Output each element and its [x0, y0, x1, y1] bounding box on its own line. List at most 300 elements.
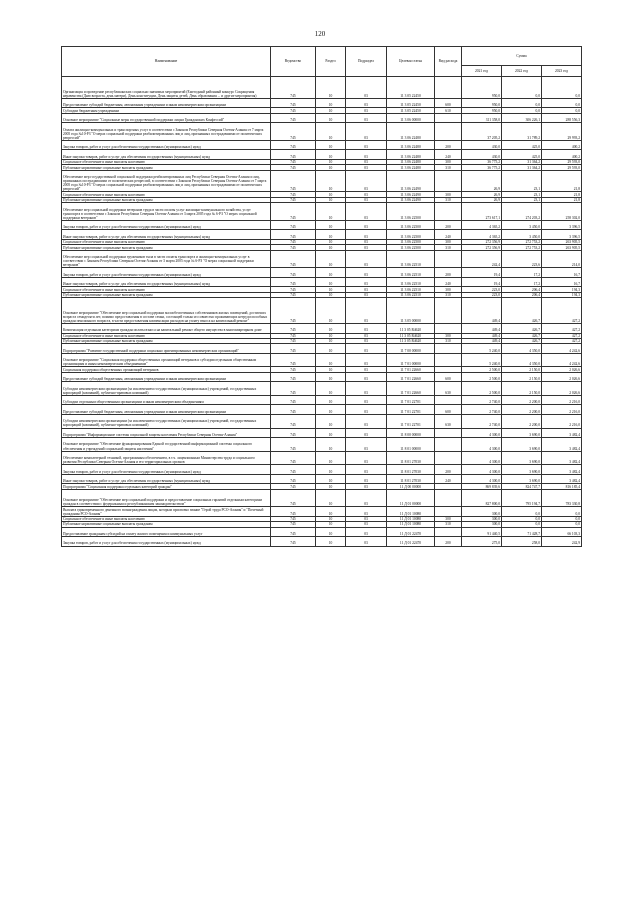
row-target-article-cell: 11 3 05 22450: [387, 108, 435, 113]
row-name-cell: Публичные нормативные социальные выплаты гражданам: [62, 165, 271, 170]
row-department-cell: 745: [271, 203, 316, 221]
table-row: [62, 203, 582, 221]
row-subsection-cell: 03: [346, 338, 387, 343]
row-target-article-cell: 11 Д 01 10080: [387, 507, 435, 517]
table-row: [62, 451, 582, 465]
row-name-cell: Субсидии некоммерческим организациям (за исключением государственных (муниципальных) учреждений, государственных корпораций (компаний), публично-правовых компаний): [62, 382, 271, 396]
row-sum-2021-cell: 300,0: [462, 516, 502, 521]
row-name-cell: Подпрограмма "Развитие государственной поддержки социально ориентированных некоммерческих организаций": [62, 344, 271, 354]
row-sum-2023-cell: 29 593,0: [542, 165, 582, 170]
row-sum-2022-cell: 426,7: [502, 298, 542, 324]
row-target-article-cell: 11 Д 00 00000: [387, 484, 435, 489]
row-sum-2022-cell: 0,0: [502, 98, 542, 108]
table-row: [62, 438, 582, 452]
row-expense-type-cell: [435, 451, 462, 465]
row-subsection-cell: 03: [346, 507, 387, 517]
row-subsection-cell: 03: [346, 522, 387, 527]
table-row: [62, 98, 582, 108]
row-name-cell: Социальное обеспечение и иные выплаты населению: [62, 287, 271, 292]
row-sum-2021-cell: 950,0: [462, 108, 502, 113]
row-subsection-cell: 03: [346, 203, 387, 221]
row-expense-type-cell: 600: [435, 98, 462, 108]
row-sum-2021-cell: 272 356,9: [462, 245, 502, 250]
row-section-cell: 10: [316, 123, 346, 141]
row-department-cell: 745: [271, 239, 316, 244]
row-subsection-cell: 03: [346, 245, 387, 250]
row-sum-2023-cell: 242,9: [542, 537, 582, 547]
row-sum-2021-cell: 275,0: [462, 537, 502, 547]
header-department: Ведомство: [271, 47, 316, 77]
table-row: [62, 123, 582, 141]
row-name-cell: Закупка товаров, работ и услуг для обеспечения государственных (муниципальных) нужд: [62, 268, 271, 278]
row-subsection-cell: 03: [346, 353, 387, 367]
row-sum-2021-cell: 2 740,0: [462, 395, 502, 405]
row-department-cell: 745: [271, 250, 316, 268]
row-sum-2021-cell: 430,0: [462, 150, 502, 160]
row-department-cell: 745: [271, 123, 316, 141]
row-name-cell: Закупка товаров, работ и услуг для обеспечения государственных (муниципальных) нужд: [62, 465, 271, 475]
row-department-cell: 745: [271, 382, 316, 396]
header-year-2022: 2022 год: [502, 66, 542, 77]
row-subsection-cell: 03: [346, 465, 387, 475]
row-target-article-cell: 11 3 06 22510: [387, 250, 435, 268]
row-expense-type-cell: 240: [435, 150, 462, 160]
row-subsection-cell: 03: [346, 516, 387, 521]
row-department-cell: 745: [271, 527, 316, 537]
row-sum-2022-cell: 272 753,2: [502, 239, 542, 244]
row-section-cell: 10: [316, 353, 346, 367]
row-department-cell: 745: [271, 405, 316, 415]
row-sum-2021-cell: 950,0: [462, 77, 502, 99]
row-section-cell: 10: [316, 113, 346, 123]
row-name-cell: Публичные нормативные социальные выплаты гражданам: [62, 197, 271, 202]
row-target-article-cell: 11 3 06 22490: [387, 170, 435, 192]
row-name-cell: Основное мероприятие "Обеспечение мер социальной поддержки и предоставление социальных гарантий отдельным категориям граждан в соответствии с федеральным и республиканским законодательством": [62, 489, 271, 507]
row-name-cell: Основное мероприятие "Обеспечение функционирования Единой государственной информационной системы социального обеспечения и учреждений социальной защиты населения": [62, 438, 271, 452]
row-subsection-cell: 03: [346, 372, 387, 382]
row-sum-2022-cell: 3 690,0: [502, 438, 542, 452]
row-target-article-cell: 11 3 06 22490: [387, 192, 435, 197]
row-target-article-cell: 11 3 06 22500: [387, 220, 435, 230]
row-sum-2023-cell: 4 242,6: [542, 353, 582, 367]
header-expense-type: Вид расхода: [435, 47, 462, 77]
row-subsection-cell: 03: [346, 324, 387, 334]
row-section-cell: 10: [316, 324, 346, 334]
row-subsection-cell: 03: [346, 344, 387, 354]
row-sum-2022-cell: 274 203,2: [502, 203, 542, 221]
row-target-article-cell: 11 Д 01 10080: [387, 522, 435, 527]
row-expense-type-cell: [435, 438, 462, 452]
row-section-cell: 10: [316, 287, 346, 292]
row-target-article-cell: 11 8 01 27030: [387, 451, 435, 465]
row-sum-2023-cell: 66 103,3: [542, 527, 582, 537]
row-sum-2023-cell: 29 593,0: [542, 159, 582, 164]
row-sum-2021-cell: 4 300,0: [462, 451, 502, 465]
row-target-article-cell: 11 3 05 R4620: [387, 324, 435, 334]
row-sum-2023-cell: 427,2: [542, 298, 582, 324]
row-section-cell: 10: [316, 405, 346, 415]
row-subsection-cell: 03: [346, 277, 387, 287]
row-department-cell: 745: [271, 395, 316, 405]
table-row: [62, 428, 582, 438]
row-section-cell: 10: [316, 298, 346, 324]
row-sum-2022-cell: 3 690,0: [502, 428, 542, 438]
row-sum-2022-cell: 31 364,2: [502, 159, 542, 164]
row-sum-2022-cell: 71 428,7: [502, 527, 542, 537]
row-section-cell: 10: [316, 197, 346, 202]
row-sum-2021-cell: 4 300,0: [462, 474, 502, 484]
row-target-article-cell: 11 7 01 22660: [387, 382, 435, 396]
row-expense-type-cell: [435, 353, 462, 367]
row-department-cell: 745: [271, 287, 316, 292]
row-sum-2023-cell: 2 026,6: [542, 382, 582, 396]
row-section-cell: 10: [316, 516, 346, 521]
row-sum-2023-cell: 214,0: [542, 250, 582, 268]
row-expense-type-cell: 600: [435, 405, 462, 415]
row-expense-type-cell: 630: [435, 414, 462, 428]
row-section-cell: 10: [316, 108, 346, 113]
row-sum-2021-cell: 2 500,0: [462, 372, 502, 382]
header-year-2021: 2021 год: [462, 66, 502, 77]
row-sum-2021-cell: 311 358,0: [462, 113, 502, 123]
table-row: [62, 220, 582, 230]
table-row: [62, 170, 582, 192]
row-department-cell: 745: [271, 324, 316, 334]
row-sum-2022-cell: 0,0: [502, 516, 542, 521]
row-sum-2021-cell: 223,0: [462, 287, 502, 292]
table-row: [62, 372, 582, 382]
table-row: [62, 344, 582, 354]
row-subsection-cell: 03: [346, 414, 387, 428]
row-section-cell: 10: [316, 484, 346, 489]
row-subsection-cell: 03: [346, 159, 387, 164]
row-section-cell: 10: [316, 268, 346, 278]
row-sum-2023-cell: 0,0: [542, 507, 582, 517]
row-sum-2021-cell: 36 775,2: [462, 159, 502, 164]
table-row: [62, 324, 582, 334]
row-sum-2023-cell: 3 482,4: [542, 438, 582, 452]
row-department-cell: 745: [271, 438, 316, 452]
row-subsection-cell: 03: [346, 170, 387, 192]
row-sum-2023-cell: 0,0: [542, 522, 582, 527]
row-subsection-cell: 03: [346, 287, 387, 292]
row-target-article-cell: 11 7 01 22701: [387, 405, 435, 415]
row-sum-2022-cell: 306 226,1: [502, 113, 542, 123]
row-section-cell: 10: [316, 292, 346, 297]
row-expense-type-cell: 310: [435, 245, 462, 250]
row-expense-type-cell: [435, 395, 462, 405]
table-row: [62, 395, 582, 405]
row-section-cell: 10: [316, 98, 346, 108]
table-row: [62, 230, 582, 240]
row-target-article-cell: 11 7 01 00000: [387, 353, 435, 367]
row-subsection-cell: 03: [346, 428, 387, 438]
table-row: [62, 489, 582, 507]
row-section-cell: 10: [316, 465, 346, 475]
row-department-cell: 745: [271, 333, 316, 338]
row-department-cell: 745: [271, 197, 316, 202]
row-department-cell: 745: [271, 489, 316, 507]
row-sum-2022-cell: 3 450,0: [502, 220, 542, 230]
row-target-article-cell: 11 3 06 22500: [387, 203, 435, 221]
table-row: [62, 537, 582, 547]
row-sum-2021-cell: 223,0: [462, 292, 502, 297]
row-section-cell: 10: [316, 474, 346, 484]
row-name-cell: Предоставление субсидий бюджетным, автономным учреждениям и иным некоммерческим организациям: [62, 405, 271, 415]
row-sum-2023-cell: 288 556,3: [542, 113, 582, 123]
row-sum-2021-cell: 950,0: [462, 98, 502, 108]
table-row: [62, 382, 582, 396]
row-target-article-cell: 11 8 01 27030: [387, 474, 435, 484]
row-section-cell: 10: [316, 522, 346, 527]
row-name-cell: Основное мероприятие "Социальная поддержка общественных организаций ветеранов и субсидии отдельным общественным организациям и иным некоммерческим объединениям": [62, 353, 271, 367]
row-sum-2021-cell: 4 300,0: [462, 438, 502, 452]
row-expense-type-cell: 300: [435, 192, 462, 197]
row-department-cell: 745: [271, 344, 316, 354]
row-sum-2022-cell: 0,0: [502, 522, 542, 527]
row-sum-2021-cell: 4 365,2: [462, 230, 502, 240]
row-sum-2021-cell: 300,0: [462, 507, 502, 517]
row-sum-2023-cell: 0,0: [542, 98, 582, 108]
row-section-cell: 10: [316, 230, 346, 240]
row-expense-type-cell: 300: [435, 159, 462, 164]
row-expense-type-cell: [435, 527, 462, 537]
row-expense-type-cell: 240: [435, 474, 462, 484]
row-name-cell: Закупка товаров, работ и услуг для обеспечения государственных (муниципальных) нужд: [62, 537, 271, 547]
header-section: Раздел: [316, 47, 346, 77]
row-sum-2023-cell: 4 242,6: [542, 344, 582, 354]
row-target-article-cell: 11 Д 01 22470: [387, 527, 435, 537]
row-expense-type-cell: [435, 324, 462, 334]
row-expense-type-cell: 200: [435, 140, 462, 150]
row-sum-2023-cell: 2 216,0: [542, 405, 582, 415]
row-section-cell: 10: [316, 438, 346, 452]
row-sum-2022-cell: 0,0: [502, 77, 542, 99]
table-row: [62, 507, 582, 517]
row-sum-2022-cell: 795 194,7: [502, 489, 542, 507]
row-section-cell: 10: [316, 192, 346, 197]
row-department-cell: 745: [271, 170, 316, 192]
row-section-cell: 10: [316, 250, 346, 268]
row-sum-2022-cell: 425,0: [502, 140, 542, 150]
row-sum-2021-cell: 2 500,0: [462, 367, 502, 372]
table-row: [62, 527, 582, 537]
row-subsection-cell: 03: [346, 140, 387, 150]
row-sum-2023-cell: 2 216,0: [542, 395, 582, 405]
row-expense-type-cell: [435, 250, 462, 268]
row-target-article-cell: 11 3 05 00000: [387, 298, 435, 324]
row-name-cell: Оплата жилищно-коммунальных и транспортных услуг в соответствии с Законом Республики Северная Осетия-Алания от 7 марта 2005 года №10-РЗ "О мерах социальной поддержки реабилитированных лиц и лиц, признанных пострадавшими от политических репрессий": [62, 123, 271, 141]
row-target-article-cell: 11 3 05 R4620: [387, 338, 435, 343]
row-name-cell: Обеспечение мер социальной поддержки тружеников тыла в части оплаты транспорта и жилищно-коммунальных услуг в соответствии с Законом Республики Северная Осетия-Алания от 3 марта 2005 года № 6-РЗ "О мерах социальной поддержки ветеранов": [62, 250, 271, 268]
row-expense-type-cell: [435, 203, 462, 221]
row-sum-2022-cell: 2 150,0: [502, 367, 542, 372]
row-department-cell: 745: [271, 484, 316, 489]
table-row: [62, 277, 582, 287]
row-target-article-cell: 11 7 01 22701: [387, 414, 435, 428]
row-sum-2021-cell: 26,9: [462, 197, 502, 202]
row-target-article-cell: 11 3 06 22510: [387, 277, 435, 287]
row-name-cell: Обеспечение мер социальной поддержки ветеранов труда в части оплаты услуг жилищно-коммунального хозяйства, услуг транспорта в соответствии с Законом Республики Северная Осетия-Алания от 3 марта 2005 года № 6-РЗ "О мерах социальной поддержки ветеранов": [62, 203, 271, 221]
row-department-cell: 745: [271, 230, 316, 240]
row-subsection-cell: 03: [346, 484, 387, 489]
table-row: [62, 250, 582, 268]
row-sum-2021-cell: 827 800,0: [462, 489, 502, 507]
row-name-cell: Подпрограмма "Информационное системы социальной защиты населения Республики Северная Осетия-Алания": [62, 428, 271, 438]
row-target-article-cell: 11 3 06 22480: [387, 123, 435, 141]
row-sum-2022-cell: 2 200,0: [502, 414, 542, 428]
row-name-cell: Субсидии некоммерческим организациям (за исключением государственных (муниципальных) учреждений, государственных корпораций (компаний), публично-правовых компаний): [62, 414, 271, 428]
row-sum-2022-cell: 31 789,2: [502, 123, 542, 141]
row-sum-2023-cell: 0,0: [542, 108, 582, 113]
row-name-cell: Социальное обеспечение и иные выплаты населению: [62, 239, 271, 244]
row-sum-2023-cell: 21,8: [542, 192, 582, 197]
row-target-article-cell: 11 3 06 22490: [387, 197, 435, 202]
row-subsection-cell: 03: [346, 239, 387, 244]
row-name-cell: Основное мероприятие "Обеспечение мер социальной поддержки малообеспеченных собственников жилых помещений, достигших возраста семидесяти лет, помимо предоставления в составе семьи, состоящей только из совместно проживающих нетрудоспособных граждан пенсионного возраста, в части предоставления компенсации расходов на уплату взноса на капитальный ремонт": [62, 298, 271, 324]
row-subsection-cell: 03: [346, 230, 387, 240]
row-expense-type-cell: 600: [435, 372, 462, 382]
row-sum-2021-cell: 300,0: [462, 522, 502, 527]
row-department-cell: 745: [271, 516, 316, 521]
row-section-cell: 10: [316, 537, 346, 547]
header-sum: Сумма: [462, 47, 582, 66]
row-sum-2022-cell: 3 690,0: [502, 465, 542, 475]
row-section-cell: 10: [316, 77, 346, 99]
row-expense-type-cell: 310: [435, 522, 462, 527]
row-expense-type-cell: 240: [435, 277, 462, 287]
row-sum-2021-cell: 5 240,0: [462, 353, 502, 367]
row-name-cell: Публичные нормативные социальные выплаты гражданам: [62, 338, 271, 343]
row-target-article-cell: 11 8 00 00000: [387, 428, 435, 438]
row-subsection-cell: 03: [346, 108, 387, 113]
row-sum-2023-cell: 3 482,4: [542, 474, 582, 484]
row-section-cell: 10: [316, 277, 346, 287]
row-section-cell: 10: [316, 372, 346, 382]
row-expense-type-cell: [435, 428, 462, 438]
header-name: Наименование: [62, 47, 271, 77]
row-subsection-cell: 03: [346, 250, 387, 268]
row-section-cell: 10: [316, 159, 346, 164]
row-name-cell: Субсидии отдельным общественным организациям и иным некоммерческим объединениям: [62, 395, 271, 405]
table-row: [62, 268, 582, 278]
row-department-cell: 745: [271, 140, 316, 150]
row-section-cell: 10: [316, 220, 346, 230]
row-sum-2021-cell: 37 205,2: [462, 123, 502, 141]
row-subsection-cell: 03: [346, 98, 387, 108]
row-subsection-cell: 03: [346, 77, 387, 99]
row-sum-2022-cell: 426,7: [502, 324, 542, 334]
row-expense-type-cell: [435, 344, 462, 354]
row-sum-2022-cell: 23,1: [502, 170, 542, 192]
row-sum-2021-cell: 242,4: [462, 250, 502, 268]
row-section-cell: 10: [316, 507, 346, 517]
row-expense-type-cell: 310: [435, 338, 462, 343]
row-sum-2023-cell: 29 993,2: [542, 123, 582, 141]
row-section-cell: 10: [316, 338, 346, 343]
row-target-article-cell: 11 3 06 22510: [387, 287, 435, 292]
row-expense-type-cell: 300: [435, 516, 462, 521]
row-sum-2023-cell: 2 026,6: [542, 367, 582, 372]
row-subsection-cell: 03: [346, 220, 387, 230]
row-department-cell: 745: [271, 268, 316, 278]
row-department-cell: 745: [271, 522, 316, 527]
row-sum-2022-cell: 2 150,0: [502, 382, 542, 396]
row-subsection-cell: 03: [346, 489, 387, 507]
row-sum-2023-cell: 400,2: [542, 150, 582, 160]
row-sum-2022-cell: 23,1: [502, 197, 542, 202]
row-department-cell: 745: [271, 192, 316, 197]
row-sum-2021-cell: 4 300,0: [462, 428, 502, 438]
row-sum-2022-cell: 2 200,0: [502, 405, 542, 415]
row-section-cell: 10: [316, 382, 346, 396]
row-section-cell: 10: [316, 165, 346, 170]
row-sum-2021-cell: 4 300,0: [462, 465, 502, 475]
row-subsection-cell: 03: [346, 405, 387, 415]
row-department-cell: 745: [271, 220, 316, 230]
row-section-cell: 10: [316, 489, 346, 507]
row-name-cell: Иные закупки товаров, работ и услуг для обеспечения государственных (муниципальных) нужд: [62, 150, 271, 160]
row-sum-2023-cell: 3 482,4: [542, 451, 582, 465]
row-sum-2022-cell: 3 690,0: [502, 451, 542, 465]
page-number: 120: [314, 30, 326, 38]
row-target-article-cell: 11 3 05 22450: [387, 98, 435, 108]
row-sum-2022-cell: 2 200,0: [502, 395, 542, 405]
row-subsection-cell: 03: [346, 367, 387, 372]
row-department-cell: 745: [271, 372, 316, 382]
row-name-cell: Закупка товаров, работ и услуг для обеспечения государственных (муниципальных) нужд: [62, 140, 271, 150]
row-target-article-cell: 11 Д 01 10080: [387, 516, 435, 521]
header-target-article: Целевая статья: [387, 47, 435, 77]
row-target-article-cell: 11 Д 01 00000: [387, 489, 435, 507]
row-name-cell: Социальное обеспечение и иные выплаты населению: [62, 333, 271, 338]
row-expense-type-cell: [435, 113, 462, 123]
row-subsection-cell: 03: [346, 382, 387, 396]
row-subsection-cell: 03: [346, 537, 387, 547]
row-expense-type-cell: 310: [435, 197, 462, 202]
row-subsection-cell: 03: [346, 113, 387, 123]
row-expense-type-cell: 200: [435, 220, 462, 230]
row-expense-type-cell: [435, 489, 462, 507]
row-sum-2023-cell: 3 482,4: [542, 465, 582, 475]
row-sum-2023-cell: 2 216,0: [542, 414, 582, 428]
row-expense-type-cell: [435, 170, 462, 192]
header-year-2023: 2023 год: [542, 66, 582, 77]
row-section-cell: 10: [316, 170, 346, 192]
row-sum-2022-cell: 426,7: [502, 338, 542, 343]
row-subsection-cell: 03: [346, 333, 387, 338]
row-sum-2022-cell: 23,1: [502, 192, 542, 197]
row-subsection-cell: 03: [346, 197, 387, 202]
row-section-cell: 10: [316, 451, 346, 465]
row-name-cell: Субсидии бюджетным учреждениям: [62, 108, 271, 113]
row-sum-2021-cell: 4 365,2: [462, 220, 502, 230]
header-subsection: Подраздел: [346, 47, 387, 77]
row-sum-2023-cell: 400,2: [542, 140, 582, 150]
row-sum-2021-cell: 19,4: [462, 277, 502, 287]
row-expense-type-cell: 630: [435, 382, 462, 396]
row-target-article-cell: 11 7 01 22660: [387, 372, 435, 382]
row-sum-2021-cell: 449,4: [462, 324, 502, 334]
row-sum-2021-cell: 19,4: [462, 268, 502, 278]
row-sum-2021-cell: 430,0: [462, 140, 502, 150]
row-sum-2023-cell: 16,7: [542, 268, 582, 278]
row-subsection-cell: 03: [346, 292, 387, 297]
row-subsection-cell: 03: [346, 268, 387, 278]
row-sum-2022-cell: 17,2: [502, 277, 542, 287]
row-sum-2022-cell: 31 364,2: [502, 165, 542, 170]
row-sum-2022-cell: 206,4: [502, 287, 542, 292]
